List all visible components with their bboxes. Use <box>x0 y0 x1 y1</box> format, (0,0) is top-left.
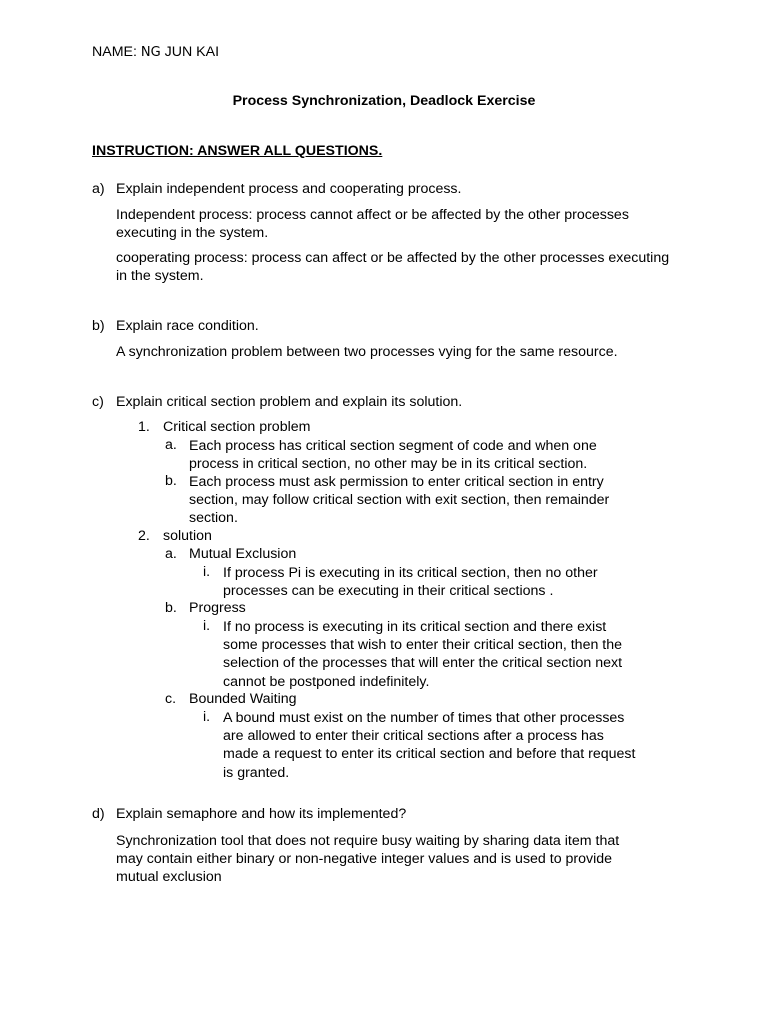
text-line: Each process must ask permission to enter critical section in entry <box>189 474 604 490</box>
question-a-text: Explain independent process and cooperating process. <box>116 181 462 197</box>
sublist-item-mutual-exclusion: Mutual Exclusion <box>189 546 297 562</box>
sublist-item-bounded-waiting: Bounded Waiting <box>189 691 297 707</box>
sublist-label-2b: b. <box>165 600 177 616</box>
question-b-text: Explain race condition. <box>116 318 259 334</box>
text-line: processes can be executing in their critical sections . <box>223 583 554 600</box>
roman-item-2c-i <box>223 709 635 782</box>
text-line: Each process has critical section segment of code and when one <box>189 438 597 454</box>
question-b-label: b) <box>92 318 105 334</box>
question-c-text: Explain critical section problem and explain its solution. <box>116 394 463 410</box>
text-line: If no process is executing in its critical section and there exist <box>223 619 607 635</box>
question-a-label: a) <box>92 181 105 197</box>
roman-label-2b-i: i. <box>203 618 211 634</box>
roman-item-2a-i <box>223 564 598 600</box>
roman-label-2a-i: i. <box>203 564 211 580</box>
answer-b: A synchronization problem between two processes vying for the same resource. <box>116 344 618 360</box>
question-c-label: c) <box>92 394 104 410</box>
text-line: Synchronization tool that does not require busy waiting by sharing data item that <box>116 833 620 849</box>
student-name <box>92 44 219 60</box>
answer-a-independent: Independent process: process cannot affect or be affected by the other processes executing in the system. <box>116 207 629 241</box>
roman-item-2b-i <box>223 618 622 691</box>
text-line: may contain either binary or non-negative integer values and is used to provide <box>116 851 613 868</box>
question-d-text: Explain semaphore and how its implemented? <box>116 806 407 822</box>
text-line: section, may follow critical section with exit section, then remainder <box>189 492 610 509</box>
name-label: NAME: <box>92 44 137 60</box>
list-item-solution: solution <box>163 528 212 544</box>
list-num-2: 2. <box>138 528 150 544</box>
question-d-label: d) <box>92 806 105 822</box>
answer-a-cooperating: cooperating process: process can affect or be affected by the other processes executing in the system. <box>116 250 670 284</box>
sublist-label-1a: a. <box>165 437 177 453</box>
answer-d <box>116 832 619 887</box>
name-rest: JUN KAI <box>164 44 220 60</box>
text-line: are allowed to enter their critical sections after a process has <box>223 728 604 745</box>
text-line: A bound must exist on the number of times that other processes <box>223 710 625 726</box>
text-line: made a request to enter its critical section and before that request <box>223 746 636 763</box>
list-num-1: 1. <box>138 419 150 435</box>
list-item-critical-section-problem: Critical section problem <box>163 419 311 435</box>
text-line: section. <box>189 510 238 527</box>
name-initials: NG <box>140 45 161 60</box>
text-line: selection of the processes that will enter the critical section next <box>223 655 623 672</box>
text-line: some processes that wish to enter their critical section, then the <box>223 637 623 654</box>
instruction-heading: INSTRUCTION: ANSWER ALL QUESTIONS. <box>92 143 383 159</box>
text-line: mutual exclusion <box>116 869 222 886</box>
sublist-label-2c: c. <box>165 691 177 707</box>
sublist-item-progress: Progress <box>189 600 246 616</box>
text-line: If process Pi is executing in its critical section, then no other <box>223 565 598 581</box>
roman-label-2c-i: i. <box>203 709 211 725</box>
text-line: cannot be postponed indefinitely. <box>223 673 430 690</box>
sublist-item-1a <box>189 437 597 473</box>
text-line: process in critical section, no other may be in its critical section. <box>189 456 588 473</box>
sublist-label-1b: b. <box>165 473 177 489</box>
text-line: is granted. <box>223 764 290 781</box>
sublist-item-1b <box>189 473 609 528</box>
sublist-label-2a: a. <box>165 546 177 562</box>
page-title: Process Synchronization, Deadlock Exercise <box>232 93 536 109</box>
